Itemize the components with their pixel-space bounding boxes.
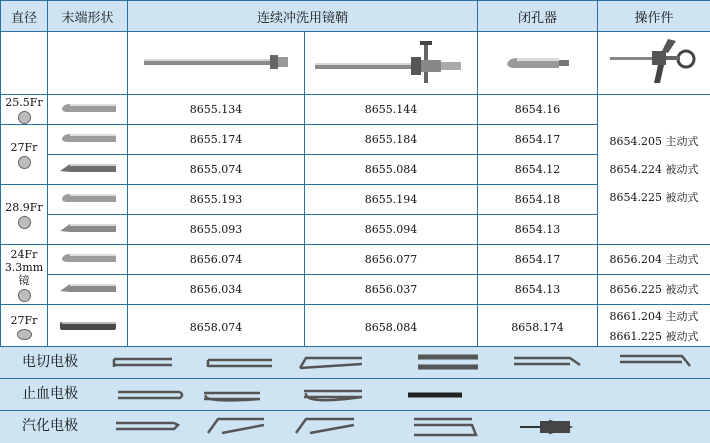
sheath-code-2: 8655.184 <box>305 125 478 155</box>
sheath-code-2: 8655.094 <box>305 215 478 245</box>
handle-group-2a: 8656.204 主动式 <box>598 245 710 275</box>
circle-cross-section-icon <box>18 156 31 169</box>
tip-shape-illustration <box>56 251 120 265</box>
table-row <box>1 305 710 350</box>
diameter-label: 24Fr <box>1 248 47 261</box>
handle-code: 8654.225 被动式 <box>598 184 710 212</box>
coag-electrode-row <box>0 378 710 410</box>
scope-size-label: 3.3mm <box>1 261 47 274</box>
diameter-cell <box>1 125 48 185</box>
tip-shape-illustration <box>56 191 120 205</box>
circle-cross-section-icon <box>18 111 31 124</box>
sheath-code-1: 8658.074 <box>128 305 305 350</box>
sheath-illustration-1 <box>136 47 296 77</box>
tip-shape-cell <box>48 275 128 305</box>
tip-shape-cell <box>48 185 128 215</box>
table-row <box>1 95 710 125</box>
tip-shape-cell <box>48 95 128 125</box>
tip-shape-illustration <box>56 161 120 175</box>
handle-image <box>598 32 710 95</box>
diameter-cell <box>1 245 48 305</box>
tip-shape-illustration <box>56 221 120 235</box>
image-row <box>1 32 710 95</box>
sheath-code-1: 8655.193 <box>128 185 305 215</box>
obturator-code: 8654.13 <box>478 215 598 245</box>
coag-electrode-label: 止血电极 <box>0 379 100 410</box>
sheath-code-2: 8655.084 <box>305 155 478 185</box>
table-row <box>1 245 710 275</box>
diameter-label: 27Fr <box>1 141 47 154</box>
obturator-code: 8654.12 <box>478 155 598 185</box>
header-obturator: 闭孔器 <box>478 1 598 32</box>
obturator-code: 8654.13 <box>478 275 598 305</box>
sheath-code-2: 8656.037 <box>305 275 478 305</box>
handle-code: 8661.204 主动式 <box>598 307 710 327</box>
oval-cross-section-icon <box>17 329 32 340</box>
sheath-illustration-2 <box>311 37 471 87</box>
obturator-code: 8654.17 <box>478 125 598 155</box>
vapor-electrode-label: 汽化电极 <box>0 411 100 442</box>
cutting-electrode-illustrations <box>110 347 710 378</box>
obturator-code: 8658.174 <box>478 305 598 350</box>
scope-label: 镜 <box>1 274 47 287</box>
obturator-image <box>478 32 598 95</box>
tip-shape-illustration <box>56 319 120 333</box>
header-tip-shape: 末端形状 <box>48 1 128 32</box>
sheath-code-1: 8655.174 <box>128 125 305 155</box>
handle-illustration <box>606 37 702 87</box>
tip-shape-cell <box>48 125 128 155</box>
tip-shape-illustration <box>56 101 120 115</box>
diameter-label: 28.9Fr <box>1 201 47 214</box>
sheath-code-2: 8658.084 <box>305 305 478 350</box>
vapor-electrode-row <box>0 410 710 443</box>
circle-cross-section-icon <box>18 289 31 302</box>
sheath-code-2: 8655.194 <box>305 185 478 215</box>
diameter-label: 27Fr <box>1 314 47 327</box>
sheath-code-2: 8655.144 <box>305 95 478 125</box>
obturator-illustration <box>503 50 573 74</box>
obturator-code: 8654.18 <box>478 185 598 215</box>
header-sheath: 连续冲洗用镜鞘 <box>128 1 478 32</box>
tip-shape-illustration <box>56 131 120 145</box>
sheath-code-1: 8656.074 <box>128 245 305 275</box>
tip-shape-cell <box>48 155 128 185</box>
header-handle: 操作件 <box>598 1 710 32</box>
diameter-cell <box>1 305 48 350</box>
sheath-code-1: 8655.134 <box>128 95 305 125</box>
header-diameter: 直径 <box>1 1 48 32</box>
handle-group-3 <box>598 305 710 350</box>
tip-shape-cell <box>48 245 128 275</box>
sheath-code-2: 8656.077 <box>305 245 478 275</box>
header-row <box>1 1 710 32</box>
tip-shape-cell <box>48 305 128 350</box>
sheath-code-1: 8655.093 <box>128 215 305 245</box>
sheath-code-1: 8656.034 <box>128 275 305 305</box>
cutting-electrode-label: 电切电极 <box>0 347 100 378</box>
tip-shape-illustration <box>56 281 120 295</box>
tip-shape-cell <box>48 215 128 245</box>
handle-code: 8654.224 被动式 <box>598 156 710 184</box>
handle-code: 8654.205 主动式 <box>598 128 710 156</box>
vapor-electrode-illustrations <box>110 411 710 443</box>
handle-group-1 <box>598 95 710 245</box>
circle-cross-section-icon <box>18 216 31 229</box>
diameter-label: 25.5Fr <box>1 96 47 109</box>
diameter-cell <box>1 95 48 125</box>
cutting-electrode-row <box>0 346 710 378</box>
sheath-code-1: 8655.074 <box>128 155 305 185</box>
sheath-image-1 <box>128 32 305 95</box>
obturator-code: 8654.17 <box>478 245 598 275</box>
handle-code: 8661.225 被动式 <box>598 327 710 347</box>
coag-electrode-illustrations <box>110 379 710 410</box>
table-row <box>1 275 710 305</box>
obturator-code: 8654.16 <box>478 95 598 125</box>
diameter-cell <box>1 185 48 245</box>
handle-group-2b: 8656.225 被动式 <box>598 275 710 305</box>
sheath-image-2 <box>305 32 478 95</box>
